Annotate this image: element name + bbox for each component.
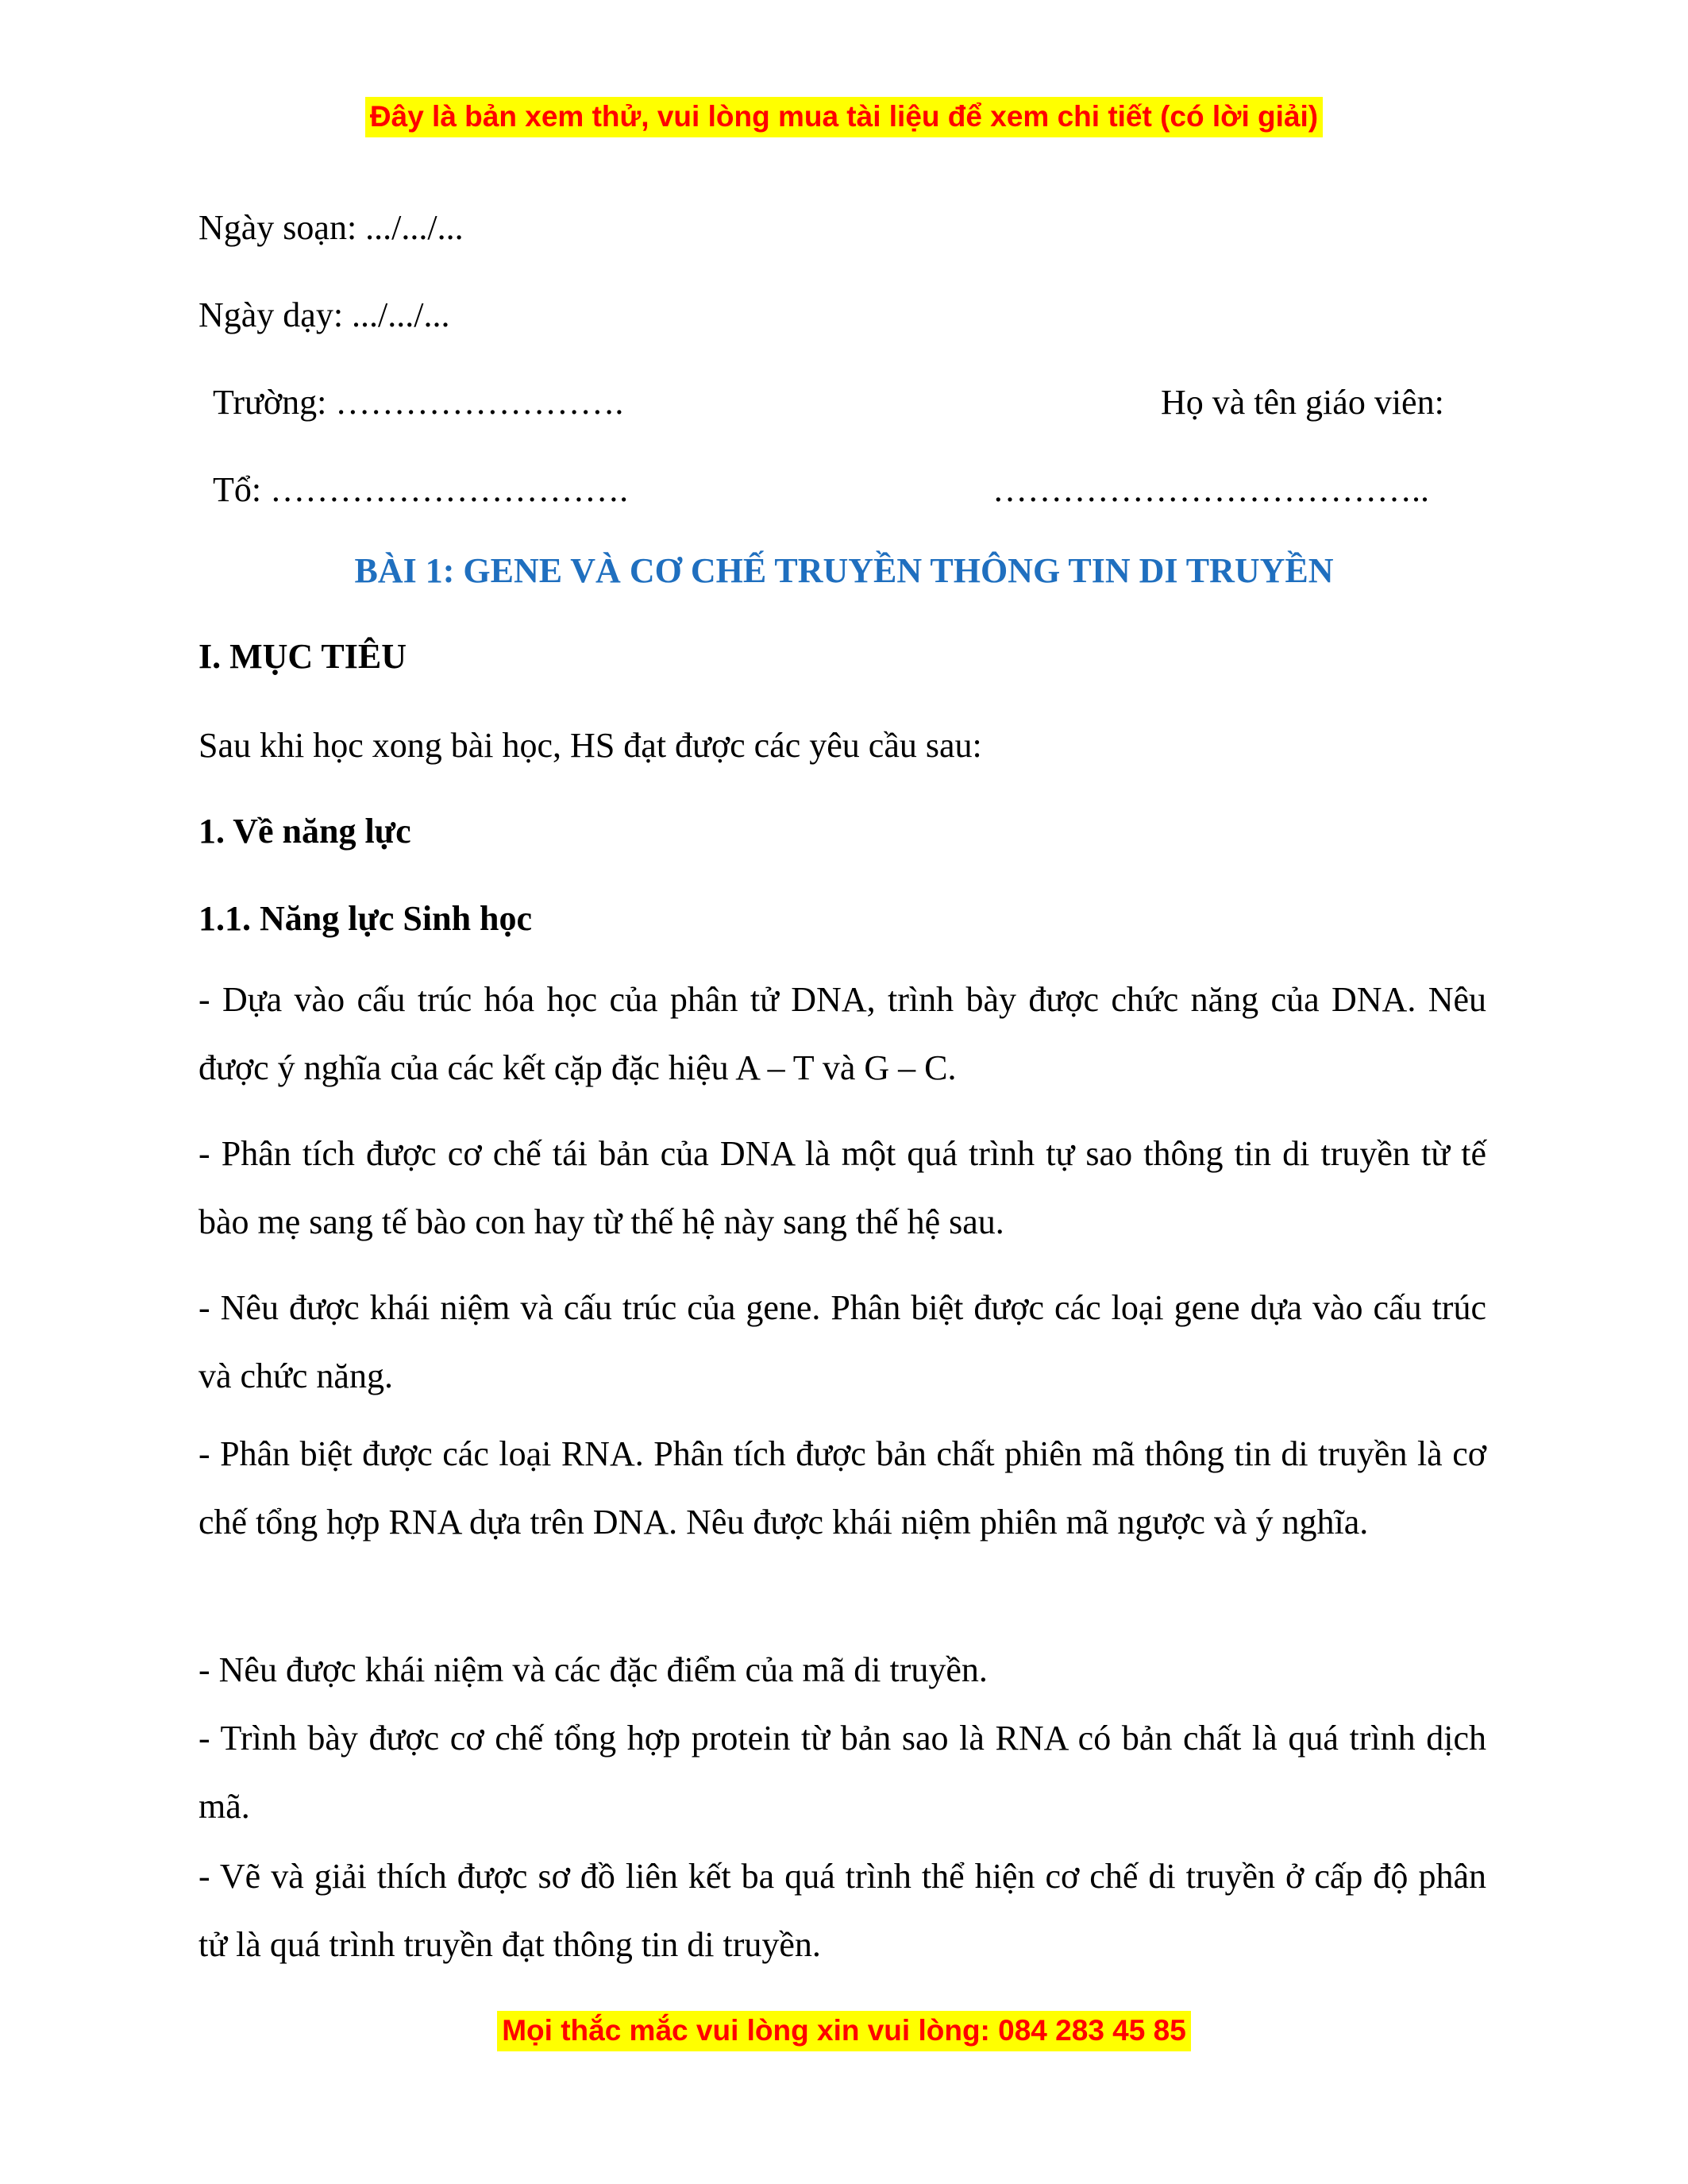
date-prepared: Ngày soạn: .../.../... [198,208,464,247]
objective-paragraph: - Phân tích được cơ chế tái bản của DNA là một quá trình tự sao thông tin di truyền từ tế bào mẹ sang tế bào con hay từ thế hệ này sang thế hệ sau. [198,1134,1486,1241]
objective-paragraph: - Vẽ và giải thích được sơ đồ liên kết ba quá trình thể hiện cơ chế di truyền ở cấp độ phân tử là quá trình truyền đạt thông tin di truyền. [198,1857,1486,1964]
contact-text: Mọi thắc mắc vui lòng xin vui lòng: 084 283 45 85 [497,2011,1191,2051]
objective-paragraph: - Nêu được khái niệm và cấu trúc của gene. Phân biệt được các loại gene dựa vào cấu trúc và chức năng. [198,1288,1486,1395]
biology-competence-heading: 1.1. Năng lực Sinh học [198,899,533,938]
group-field: Tổ: …………………………. [213,470,629,509]
teacher-name-label: Họ và tên giáo viên: [1161,383,1444,422]
preview-notice-banner [0,102,1688,131]
objective-paragraph: - Trình bày được cơ chế tổng hợp protein từ bản sao là RNA có bản chất là quá trình dịch mã. [198,1719,1486,1826]
objectives-intro: Sau khi học xong bài học, HS đạt được các yêu cầu sau: [198,726,982,765]
teacher-name-field: ……………………………….. [992,470,1429,509]
objectives-heading: I. MỤC TIÊU [198,637,407,676]
objective-paragraph: - Phân biệt được các loại RNA. Phân tích được bản chất phiên mã thông tin di truyền là cơ chế tổng hợp RNA dựa trên DNA. Nêu được khái niệm phiên mã ngược và ý nghĩa. [198,1434,1486,1542]
preview-notice-text: Đây là bản xem thử, vui lòng mua tài liệu để xem chi tiết (có lời giải) [365,97,1323,137]
objective-paragraph: - Nêu được khái niệm và các đặc điểm của mã di truyền. [198,1650,988,1689]
date-taught: Ngày dạy: .../.../... [198,295,450,334]
lesson-title: BÀI 1: GENE VÀ CƠ CHẾ TRUYỀN THÔNG TIN DI TRUYỀN [354,551,1334,590]
contact-banner [0,2016,1688,2045]
objective-paragraph: - Dựa vào cấu trúc hóa học của phân tử DNA, trình bày được chức năng của DNA. Nêu được ý nghĩa của các kết cặp đặc hiệu A – T và G – C. [198,980,1486,1087]
competence-heading: 1. Về năng lực [198,812,411,851]
school-field: Trường: ……………………. [213,383,624,422]
